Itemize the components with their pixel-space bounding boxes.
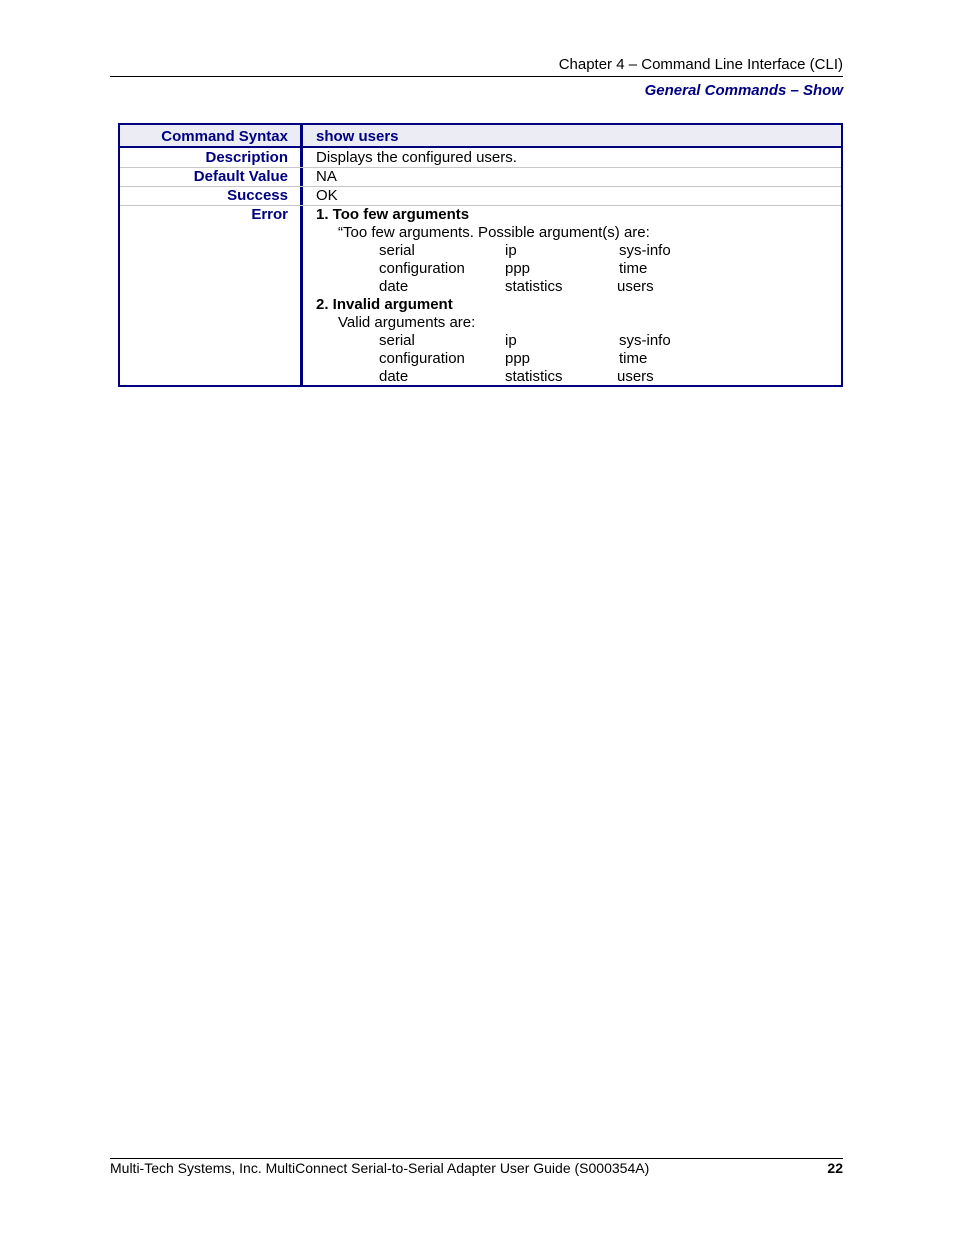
arg-cell: time	[619, 350, 648, 367]
arg-cell: configuration	[379, 260, 465, 277]
arg-cell: ppp	[505, 350, 531, 367]
arg-cell: users	[617, 278, 654, 295]
arg-cell: users	[617, 368, 654, 385]
row-divider	[120, 146, 841, 148]
arg-cell: statistics	[505, 368, 563, 385]
syntax-value: show users	[316, 128, 399, 145]
footer-divider	[110, 1158, 843, 1159]
error-message-2: Valid arguments are:	[338, 314, 476, 331]
arg-cell: configuration	[379, 350, 465, 367]
default-label: Default Value	[193, 168, 288, 185]
arg-cell: sys-info	[619, 332, 671, 349]
syntax-label: Command Syntax	[161, 128, 288, 145]
arg-cell: ppp	[505, 260, 531, 277]
error-heading-1: 1. Too few arguments	[316, 206, 470, 223]
arg-cell: ip	[505, 332, 517, 349]
error-label: Error	[251, 206, 288, 223]
default-value: NA	[316, 168, 337, 185]
arg-cell: ip	[505, 242, 517, 259]
section-title: General Commands – Show	[644, 82, 843, 99]
error-message-1: “Too few arguments. Possible argument(s) are:	[338, 224, 650, 241]
success-value: OK	[316, 187, 338, 204]
arg-cell: time	[619, 260, 648, 277]
arg-cell: serial	[379, 332, 415, 349]
arg-cell: serial	[379, 242, 415, 259]
header-divider	[110, 76, 843, 77]
arg-cell: statistics	[505, 278, 563, 295]
footer-text: Multi-Tech Systems, Inc. MultiConnect Serial-to-Serial Adapter User Guide (S000354A)	[110, 1160, 650, 1176]
success-label: Success	[227, 187, 288, 204]
description-label: Description	[205, 149, 288, 166]
chapter-title: Chapter 4 – Command Line Interface (CLI)	[558, 56, 843, 73]
error-heading-2: 2. Invalid argument	[316, 296, 453, 313]
page-number: 22	[827, 1160, 843, 1176]
command-table	[118, 123, 843, 387]
arg-cell: sys-info	[619, 242, 671, 259]
description-value: Displays the configured users.	[316, 149, 517, 166]
arg-cell: date	[379, 278, 409, 295]
column-divider	[300, 125, 303, 385]
arg-cell: date	[379, 368, 409, 385]
